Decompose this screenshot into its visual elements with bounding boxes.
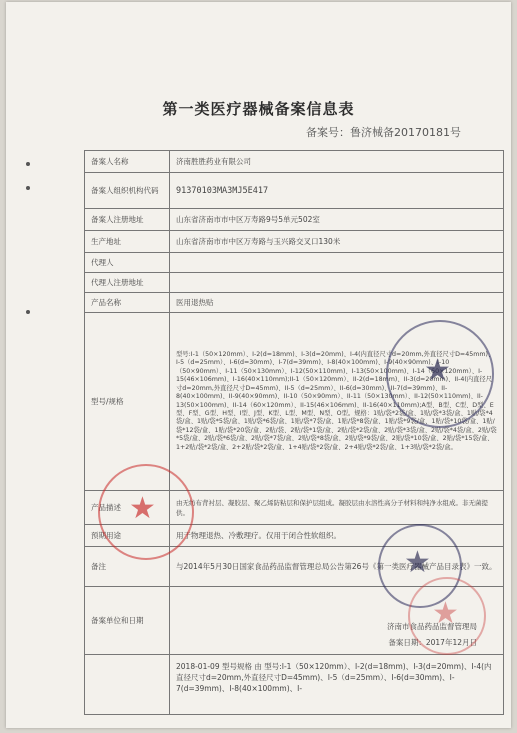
- agency-name: 济南市食品药品监督管理局: [387, 622, 477, 631]
- table-row: [85, 253, 504, 273]
- red-seal-stamp: [98, 464, 194, 560]
- document-page: [6, 2, 511, 728]
- row-value: 与2014年5月30日国家食品药品监督管理总局公告第26号《第一类医疗器械产品目录表》一致。: [170, 547, 504, 587]
- table-row: [85, 655, 504, 715]
- row-label: 产品名称: [85, 293, 170, 313]
- row-label: 产品描述: [85, 491, 170, 525]
- row-value: 91370103MA3MJ5E417: [170, 173, 504, 209]
- star-icon: ★: [129, 491, 156, 526]
- row-label: 预期用途: [85, 525, 170, 547]
- row-label: 生产地址: [85, 231, 170, 253]
- row-value: [170, 253, 504, 273]
- table-row: [85, 293, 504, 313]
- row-label: 型号/规格: [85, 313, 170, 491]
- table-row: [85, 151, 504, 173]
- red-seal-stamp: [408, 577, 486, 655]
- punch-hole: [26, 186, 30, 190]
- row-value: 型号:I-1（50×120mm）、I-2(d=18mm)、I-3(d=20mm)、I-4(内直径尺寸d=20mm,外直径尺寸D=45mm)、I-5（d=25mm）、I-6(d=30mm)、I-7(d=39mm)、I-8(40×100mm)、I-9(40×90mm)、I-10（50×90mm）、I-11（50×130mm）、I-12(50×110mm)、I-13(50×100mm)、I-14（60×120mm）、I-15(46×106mm)、I-16(40×110mm);II-1（50×120mm）、II-2(d=18mm)、II-3(d=20mm)、II-4(内直径尺寸d=20mm,外直径尺寸D=45mm)、II-5（d=25mm）、II-6(d=30mm)、II-7(d=39mm)、II-8(40×100mm)、II-9(40×90mm)、II-10（50×90mm）、II-11（50×130mm）、II-12(50×110mm)、II-13(50×100mm)、II-14（60×120mm）、II-15(46×106mm)、II-16(40×110mm);A型、B型、C型、D型、E型、F型、G型、H型、I型、J型、K型、L型、M型、N型、O型。规格：1贴/袋*2袋/盒、1贴/袋*3袋/盒、1贴/袋*4袋/盒、1贴/袋*5袋/盒、1贴/袋*6袋/盒、1贴/袋*7袋/盒、1贴/袋*8袋/盒、1贴/袋*9袋/盒、1贴/袋*10袋/盒、1贴/袋*12袋/盒、1贴/袋*20袋/盒、2贴/袋、2贴/袋*1袋/盒、2贴/袋*2袋/盒、2贴/袋*3袋/盒、2贴/袋*4袋/盒、2贴/袋*5袋/盒、2贴/袋*6袋/盒、2贴/袋*7袋/盒、2贴/袋*8袋/盒、2贴/袋*9袋/盒、2贴/袋*10袋/盒、2贴/袋*15袋/盒、1+2贴/袋*2袋/盒、2+2贴/袋*2袋/盒、1+4贴/袋*2袋/盒、2+4贴/袋*2袋/盒、1+3贴/袋*2袋/盒。: [170, 313, 504, 491]
- row-label: [85, 655, 170, 715]
- row-label: 代理人注册地址: [85, 273, 170, 293]
- row-value: 用于物理退热、冷敷理疗。仅用于闭合性软组织。: [170, 525, 504, 547]
- star-icon: ★: [432, 596, 459, 631]
- record-date: 备案日期：2017年12月日: [388, 638, 477, 647]
- table-row: [85, 173, 504, 209]
- row-label: 备案人注册地址: [85, 209, 170, 231]
- row-label: 备案人名称: [85, 151, 170, 173]
- record-number: 备案号：鲁济械备20170181号: [306, 126, 461, 139]
- star-icon: ★: [424, 353, 451, 388]
- row-label: 备案人组织机构代码: [85, 173, 170, 209]
- row-value: [170, 273, 504, 293]
- table-row: [85, 209, 504, 231]
- table-row: [85, 273, 504, 293]
- row-value: 2018-01-09 型号规格 由 型号:I-1（50×120mm）、I-2(d=18mm)、I-3(d=20mm)、I-4(内直径尺寸d=20mm,外直径尺寸D=45mm)、I-5（d=25mm）、I-6(d=30mm)、I-7(d=39mm)、I-8(40×100mm)、I-: [170, 655, 504, 715]
- star-icon: ★: [404, 545, 431, 580]
- punch-hole: [26, 162, 30, 166]
- row-value: 山东省济南市市中区万寿路与玉兴路交叉口130米: [170, 231, 504, 253]
- row-value: 医用退热贴: [170, 293, 504, 313]
- row-value: 山东省济南市市中区万寿路9号5单元502室: [170, 209, 504, 231]
- row-value: 济南胜胜药业有限公司: [170, 151, 504, 173]
- table-row: [85, 231, 504, 253]
- row-value: 由无纺布背衬层、凝胶层、聚乙烯防粘层和保护层组成。凝胶层由水溶性高分子材料和纯净水组成。非无菌提供。: [170, 491, 504, 525]
- blue-seal-stamp: [386, 320, 494, 428]
- row-label: 备注: [85, 547, 170, 587]
- row-label: 备案单位和日期: [85, 587, 170, 655]
- punch-hole: [26, 310, 30, 314]
- document-title: 第一类医疗器械备案信息表: [162, 100, 355, 118]
- row-label: 代理人: [85, 253, 170, 273]
